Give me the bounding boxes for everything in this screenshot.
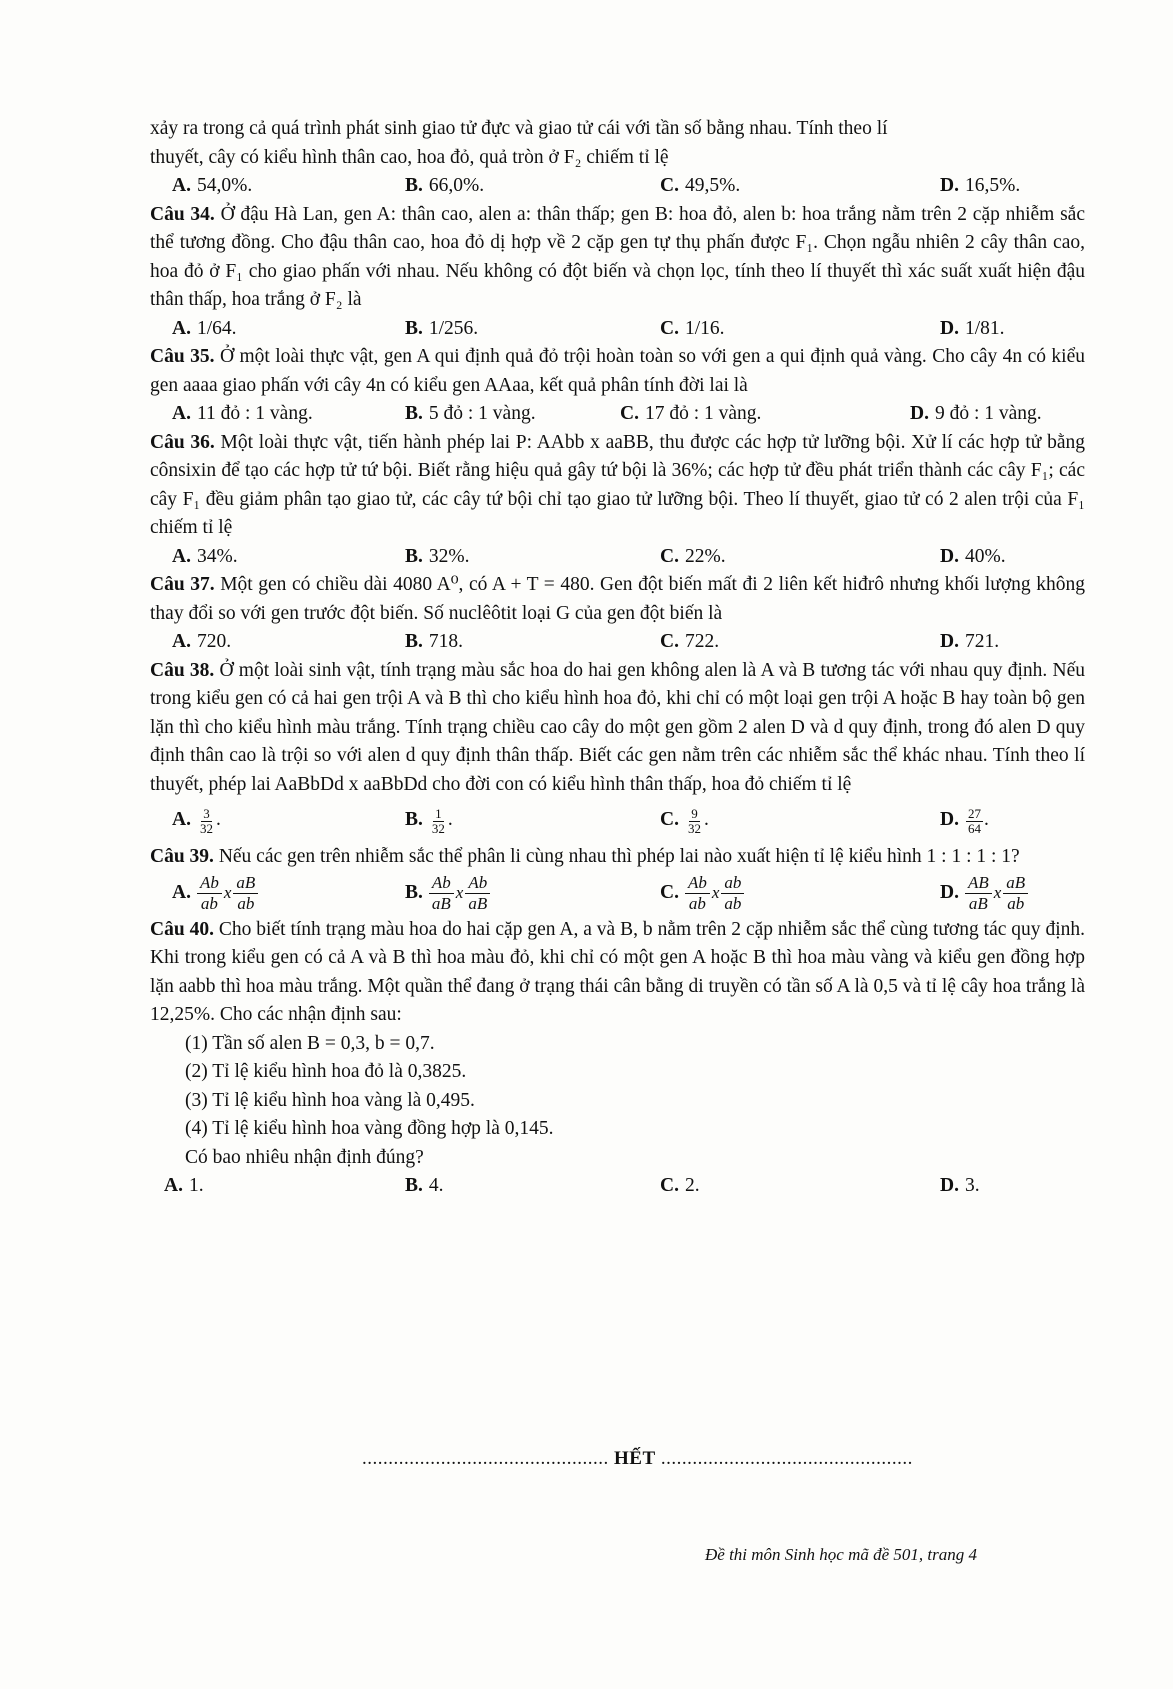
answer-options (150, 315, 1085, 344)
genotype-fraction: $\frac{Ab}{ab}$ (685, 873, 710, 914)
option-d[interactable]: D. 40%. (940, 545, 1006, 567)
question-text: Ở một loài thực vật, gen A qui định quả đỏ trội hoàn toàn so với gen a qui định quả vàng. Cho cây 4n có kiểu gen aaaa giao phấn với cây 4n có kiểu gen AAaa, kết quả phân tính đời lai là (150, 346, 1086, 396)
question-text: Ở một loài sinh vật, tính trạng màu sắc hoa do hai gen không alen là A và B tương tác với nhau quy định. Nếu trong kiểu gen có cả hai gen trội A và B thì cho kiểu hình hoa đỏ, khi chỉ có một loại gen trội A hoặc B hay toàn bộ gen lặn thì cho kiểu hình màu trắng. Tính trạng chiều cao cây do một gen gồm 2 alen D và d quy định, trong đó alen D quy định thân cao là trội so với alen d quy định thân thấp. Biết các gen nằm trên các nhiễm sắc thể khác nhau. Tính theo lí thuyết, phép lai AaBbDd x aaBbDd cho đời con có kiểu hình thân thấp, hoa đỏ chiếm tỉ lệ (150, 659, 1085, 795)
question-text: Ở đậu Hà Lan, gen A: thân cao, alen a: thân thấp; gen B: hoa đỏ, alen b: hoa trắng nằm trên 2 cặp nhiễm sắc thể tương đồng. Cho đậu thân cao, hoa đỏ dị hợp về 2 cặp gen tự thụ phấn được F₁. Chọn ngẫu nhiên 2 cây thân cao, hoa đỏ ở F₁ cho giao phấn với nhau. Nếu không có đột biến và chọn lọc, tính theo lí thuyết thì xác suất xuất hiện đậu thân thấp, hoa trắng ở F₂ là (150, 203, 1085, 310)
option-a[interactable]: A. $\frac{3}{32}$ . (172, 805, 221, 836)
option-c[interactable]: C. 22%. (660, 545, 726, 567)
genotype-fraction: $\frac{AB}{aB}$ (965, 873, 992, 914)
option-b[interactable]: B. $\frac{Ab}{aB}$ x $\frac{Ab}{aB}$ (405, 873, 660, 914)
question-label: Câu 35. (150, 346, 215, 367)
option-d[interactable]: D. 721. (940, 631, 1000, 652)
fraction: $\frac{1}{32}$ (431, 805, 445, 836)
question-label: Câu 34. (150, 203, 215, 225)
answer-options (150, 543, 1085, 572)
question-35 (150, 343, 1085, 400)
question-continuation: xảy ra trong cả quá trình phát sinh giao tử đực và giao tử cái với tần số bằng nhau. Tính theo lí thuyết, cây có kiểu hình thân cao, hoa đỏ, quả tròn ở F₂ chiếm tỉ lệ (150, 118, 888, 168)
page-footer: Đề thi môn Sinh học mã đề 501, trang 4 (705, 1545, 977, 1564)
statement-2: (2) Tỉ lệ kiểu hình hoa đỏ là 0,3825. (185, 1061, 467, 1082)
option-b[interactable]: B. 4. (405, 1175, 444, 1196)
genotype-fraction: $\frac{aB}{ab}$ (233, 873, 258, 914)
question-label: Câu 39. (150, 846, 214, 867)
question-text: Một loài thực vật, tiến hành phép lai P: AAbb x aaBB, thu được các hợp tử lưỡng bội. Xử lí các hợp tử bằng cônsixin để tạo các hợp tử tứ bội. Biết rằng hiệu quả gây tứ bội là 36%; các hợp tử đều phát triển thành các cây F₁; các cây F₁ đều giảm phân tạo giao tử, các cây tứ bội chỉ tạo giao tử lưỡng bội. Theo lí thuyết, giao tử có 2 alen trội của F₁ chiếm tỉ lệ (150, 431, 1086, 538)
option-a[interactable]: A. 54,0%. (172, 175, 253, 196)
genotype-fraction: $\frac{ab}{ab}$ (721, 873, 744, 914)
option-d[interactable]: D. 3. (940, 1175, 980, 1196)
question-34 (150, 201, 1085, 315)
sub-question: Có bao nhiêu nhận định đúng? (185, 1146, 424, 1168)
option-c[interactable]: C. $\frac{9}{32}$ . (660, 805, 709, 836)
question-38 (150, 657, 1085, 800)
question-label: Câu 36. (150, 431, 215, 453)
fraction: $\frac{9}{32}$ (687, 805, 701, 836)
option-a[interactable]: A. 1/64. (172, 317, 237, 339)
genotype-fraction: $\frac{aB}{ab}$ (1003, 873, 1028, 914)
question-37 (150, 571, 1085, 628)
answer-options (150, 1172, 1085, 1201)
question-text: Một gen có chiều dài 4080 A⁰, có A + T = 480. Gen đột biến mất đi 2 liên kết hiđrô nhưng khối lượng không thay đổi so với gen trước đột biến. Số nuclêôtit loại G của gen đột biến là (150, 574, 1086, 624)
answer-options (150, 799, 1085, 843)
question-40 (150, 916, 1085, 1030)
option-d[interactable]: D. $\frac{27}{64}$ . (940, 805, 989, 836)
genotype-fraction: $\frac{Ab}{aB}$ (465, 873, 490, 914)
answer-options (150, 628, 1085, 657)
option-a[interactable]: A. 720. (172, 631, 232, 652)
option-b[interactable]: B. 66,0%. (405, 175, 485, 196)
statement-3: (3) Tỉ lệ kiểu hình hoa vàng là 0,495. (185, 1089, 475, 1111)
option-d[interactable]: D. $\frac{AB}{aB}$ x $\frac{aB}{ab}$ (940, 873, 1085, 914)
option-b[interactable]: B. 32%. (405, 545, 470, 567)
question-text: Nếu các gen trên nhiễm sắc thể phân li cùng nhau thì phép lai nào xuất hiện tỉ lệ kiểu hình 1 : 1 : 1 : 1? (218, 846, 1020, 867)
option-c[interactable]: C. 2. (660, 1175, 700, 1196)
statement-4: (4) Tỉ lệ kiểu hình hoa vàng đồng hợp là 0,145. (185, 1118, 554, 1139)
option-b[interactable]: B. 1/256. (405, 317, 479, 339)
option-c[interactable]: C. 1/16. (660, 317, 725, 339)
end-marker: ............................................... HẾT ................................................ (362, 1448, 913, 1469)
option-c[interactable]: C. $\frac{Ab}{ab}$ x $\frac{ab}{ab}$ (660, 873, 940, 914)
question-39 (150, 843, 1085, 872)
question-36 (150, 429, 1085, 543)
exam-page (150, 115, 1085, 1201)
option-d[interactable]: D. 1/81. (940, 317, 1005, 339)
option-a[interactable]: A. $\frac{Ab}{ab}$ x $\frac{aB}{ab}$ (150, 873, 405, 914)
genotype-fraction: $\frac{Ab}{aB}$ (429, 873, 454, 914)
question-label: Câu 40. (150, 918, 214, 940)
option-d[interactable]: D. 16,5%. (940, 175, 1021, 196)
option-c[interactable]: C. 722. (660, 631, 720, 652)
answer-options (150, 872, 1085, 916)
option-a[interactable]: A. 1. (164, 1175, 204, 1196)
question-text: Cho biết tính trạng màu hoa do hai cặp gen A, a và B, b nằm trên 2 cặp nhiễm sắc thể cùng tương tác quy định. Khi trong kiểu gen có cả A và B thì hoa màu đỏ, khi chỉ có một gen A hoặc B thì hoa màu vàng và kiểu gen đồng hợp lặn aabb thì hoa màu trắng. Một quần thể đang ở trạng thái cân bằng di truyền có tần số A là 0,5 và tỉ lệ cây hoa trắng là 12,25%. Cho các nhận định sau: (150, 918, 1085, 1025)
option-b[interactable]: B. 718. (405, 631, 464, 652)
fraction: $\frac{3}{32}$ (199, 805, 213, 836)
option-b[interactable]: B. $\frac{1}{32}$ . (405, 805, 453, 836)
question-label: Câu 38. (150, 659, 215, 681)
option-a[interactable]: A. 34%. (172, 545, 238, 567)
option-a[interactable]: A. 11 đỏ : 1 vàng. (172, 403, 313, 424)
option-c[interactable]: C. 17 đỏ : 1 vàng. (620, 403, 762, 424)
statement-1: (1) Tần số alen B = 0,3, b = 0,7. (185, 1032, 435, 1054)
answer-options (150, 172, 1085, 201)
option-d[interactable]: D. 9 đỏ : 1 vàng. (910, 403, 1042, 424)
question-label: Câu 37. (150, 574, 215, 595)
genotype-fraction: $\frac{Ab}{ab}$ (197, 873, 222, 914)
option-c[interactable]: C. 49,5%. (660, 175, 741, 196)
fraction: $\frac{27}{64}$ (967, 805, 981, 836)
answer-options (150, 400, 1085, 429)
option-b[interactable]: B. 5 đỏ : 1 vàng. (405, 403, 536, 424)
